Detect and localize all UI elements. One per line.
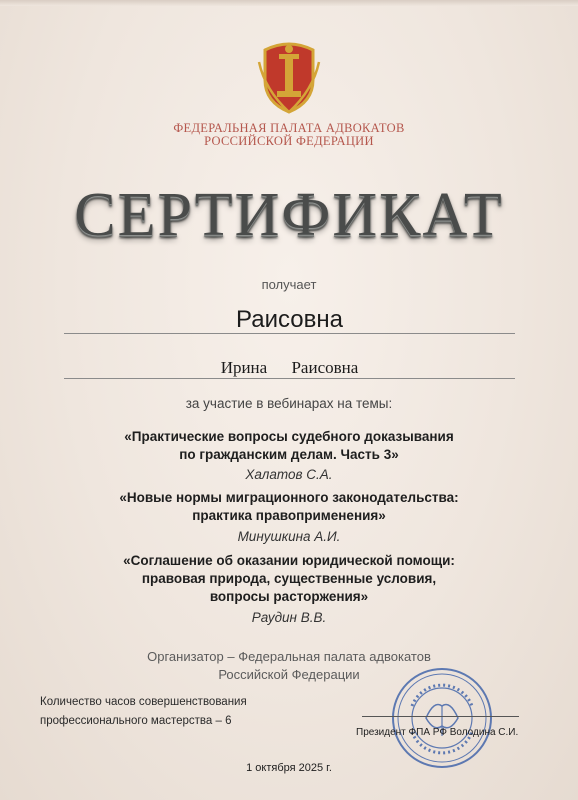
hours-line2: профессионального мастерства – 6 [40,715,232,727]
signature-line [362,716,519,717]
surname-underline [64,333,515,334]
recipient-patronymic: Раисовна [291,358,359,377]
certificate-title: СЕРТИФИКАТ [74,181,504,249]
receives-label: получает [261,277,317,292]
organizer-line1: Организатор – Федеральная палата адвокатов [147,649,431,664]
participation-label: за участие в вебинарах на темы: [185,396,393,411]
recipient-first-name: Ирина [220,358,268,377]
webinar-topic-1-line2: по гражданским делам. Часть 3» [179,447,399,462]
webinar-topic-2 [40,489,538,525]
issue-date: 1 октября 2025 г. [246,762,332,774]
webinar-topic-2-line1: «Новые нормы миграционного законодательства: [119,490,459,505]
webinar-topic-3-line2: правовая природа, существенные условия, [141,571,437,586]
hours-info [40,693,300,731]
official-stamp-icon [390,666,494,770]
webinar-topic-1 [40,428,538,464]
webinar-topic-3-line3: вопросы расторжения» [209,589,369,604]
organization-name-line2: РОССИЙСКОЙ ФЕДЕРАЦИИ [204,134,374,148]
fpa-emblem-icon [255,40,323,114]
webinar-topic-3-line1: «Соглашение об оказании юридической помощи: [123,553,455,568]
webinar-speaker-2: Минушкина А.И. [237,529,341,544]
webinar-speaker-1: Халатов С.А. [245,467,333,482]
webinar-topic-2-line2: практика правоприменения» [192,508,386,523]
recipient-surname: Раисовна [236,306,343,333]
given-names-underline [64,378,515,379]
organizer-line2: Российской Федерации [218,667,360,682]
top-border [0,0,578,6]
hours-line1: Количество часов совершенствования [40,696,247,708]
recipient-given-names [64,358,515,378]
webinar-topic-1-line1: «Практические вопросы судебного доказывания [124,429,454,444]
webinar-speaker-3: Раудин В.В. [251,610,327,625]
organization-name-line1: ФЕДЕРАЛЬНАЯ ПАЛАТА АДВОКАТОВ [173,121,405,135]
webinar-topic-3 [40,552,538,606]
president-signature: Президент ФПА РФ Володина С.И. [356,727,519,738]
